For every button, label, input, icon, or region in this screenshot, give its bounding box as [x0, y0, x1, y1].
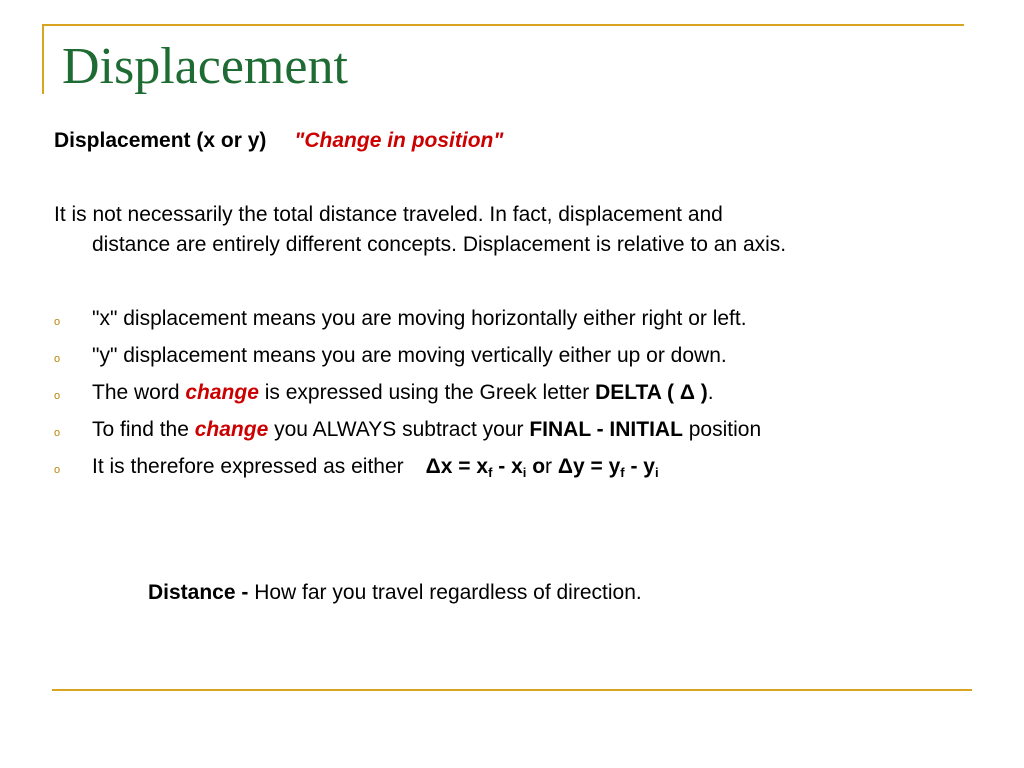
slide-title: Displacement — [62, 38, 348, 95]
bullet-item-final-initial — [54, 415, 761, 452]
intro-line-1: It is not necessarily the total distance traveled. In fact, displacement and — [54, 203, 723, 226]
bullet-list — [54, 304, 761, 489]
formula-delta-x: $\Delta x = x_f - x_i$ — [425, 455, 527, 480]
frame-top-line — [42, 24, 964, 26]
or-connector-r: r — [545, 455, 558, 478]
bullet-text: "y" displacement means you are moving vertically either up or down. — [92, 344, 727, 367]
final-initial-term: FINAL - INITIAL — [529, 418, 683, 441]
emphasis-change: change — [194, 418, 269, 441]
distance-definition — [148, 578, 642, 608]
bullet-circle-icon: o — [54, 464, 61, 476]
definition-term: Displacement (x or y) — [54, 129, 267, 152]
intro-paragraph — [54, 200, 954, 260]
or-connector-o: o — [526, 455, 546, 478]
bullet-text-pre: To find the — [92, 418, 195, 441]
definition-row — [54, 126, 503, 156]
frame-left-line — [42, 24, 44, 94]
bullet-item-delta — [54, 378, 761, 415]
bullet-item-formula — [54, 452, 761, 489]
bullet-text-pre: It is therefore expressed as either — [92, 455, 404, 478]
frame-bottom-line — [52, 689, 972, 691]
bullet-text-mid: you ALWAYS subtract your — [268, 418, 530, 441]
bullet-circle-icon: o — [54, 353, 61, 365]
bullet-circle-icon: o — [54, 427, 61, 439]
bullet-item-x-displacement — [54, 304, 761, 341]
bullet-text-post: . — [707, 381, 714, 404]
bullet-text-mid: is expressed using the Greek letter — [258, 381, 596, 404]
bullet-circle-icon: o — [54, 390, 61, 402]
delta-term: DELTA ( Δ ) — [595, 381, 708, 404]
bullet-text-post: position — [682, 418, 762, 441]
intro-line-2: distance are entirely different concepts. Displacement is relative to an axis. — [92, 233, 787, 256]
distance-text: How far you travel regardless of direction. — [254, 581, 642, 604]
emphasis-change: change — [185, 381, 259, 404]
distance-term: Distance - — [148, 581, 255, 604]
definition-quote: "Change in position" — [294, 129, 504, 152]
bullet-text: "x" displacement means you are moving horizontally either right or left. — [92, 307, 747, 330]
bullet-text-pre: The word — [92, 381, 186, 404]
bullet-item-y-displacement — [54, 341, 761, 378]
bullet-circle-icon: o — [54, 316, 61, 328]
formula-delta-y: $\Delta y = y_f - y_i$ — [557, 455, 659, 480]
